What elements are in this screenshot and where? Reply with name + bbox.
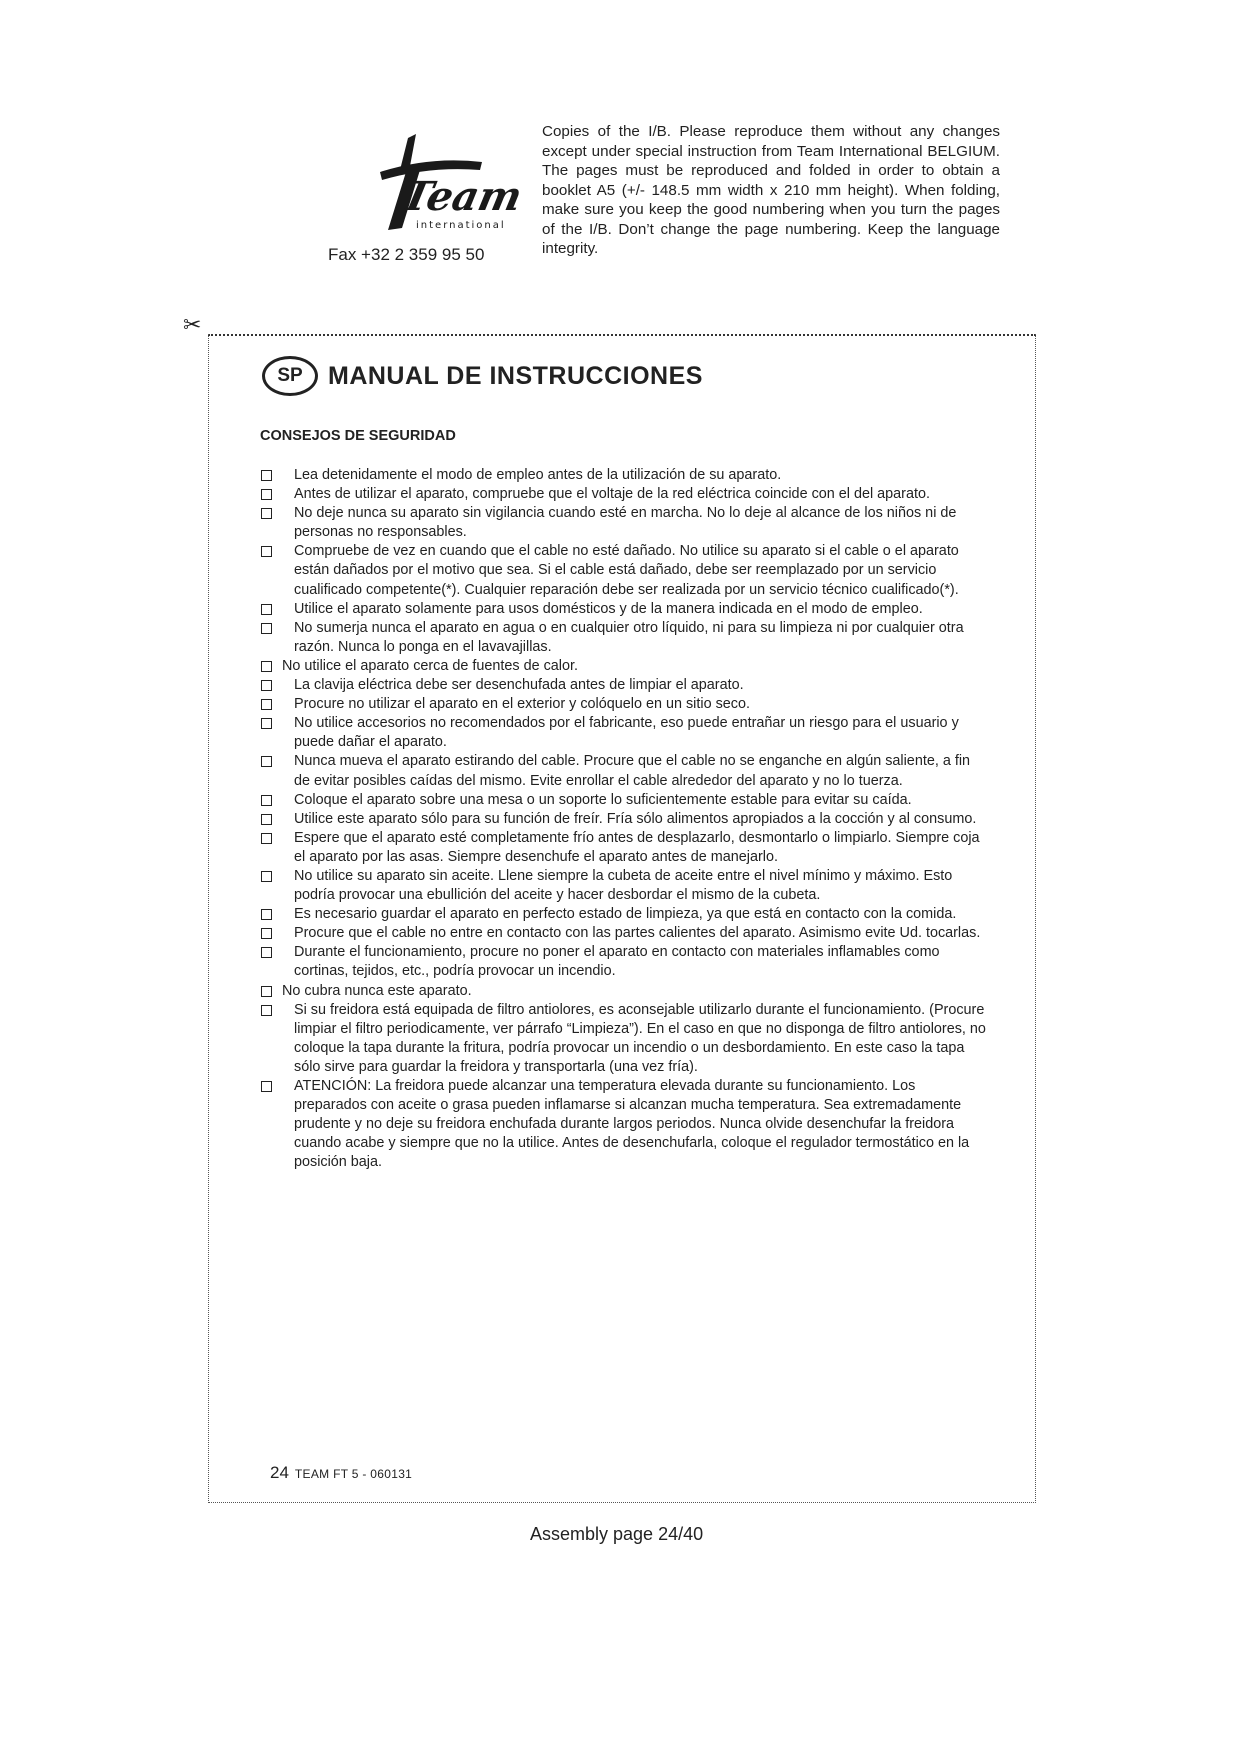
- safety-item-text: Compruebe de vez en cuando que el cable no esté dañado. No utilice su aparato si el cable o el aparato están dañados por el motivo que sea. Si el cable está dañado, debe ser reemplazado por un servicio cualificado competente(*). Cualquier reparación debe ser realizada por un servicio técnico cualificado(*).: [294, 543, 959, 598]
- section-heading: CONSEJOS DE SEGURIDAD: [260, 428, 456, 444]
- checkbox-bullet-icon: [261, 699, 272, 710]
- safety-item: [260, 695, 986, 714]
- safety-item-text: Lea detenidamente el modo de empleo antes de la utilización de su aparato.: [294, 467, 782, 483]
- safety-item-text: No cubra nunca este aparato.: [282, 982, 472, 999]
- safety-item: [260, 504, 986, 542]
- checkbox-bullet-icon: [261, 1081, 272, 1092]
- safety-item: [260, 867, 986, 905]
- checkbox-bullet-icon: [261, 814, 272, 825]
- safety-item: [260, 829, 986, 867]
- checkbox-bullet-icon: [261, 546, 272, 557]
- safety-item-text: Utilice este aparato sólo para su función de freír. Fría sólo alimentos apropiados a la cocción y al consumo.: [294, 810, 977, 827]
- checkbox-bullet-icon: [261, 756, 272, 767]
- manual-title-text: MANUAL DE INSTRUCCIONES: [328, 361, 703, 390]
- reproduction-notice: Copies of the I/B. Please reproduce them without any changes except under special instruction from Team International BELGIUM. The pages must be reproduced and folded in order to obtain a booklet A5 (+/- 148.5 mm width x 210 mm height). When folding, make sure you keep the good numbering when you turn the pages of the I/B. Don’t change the page numbering. Keep the language integrity.: [542, 123, 1000, 257]
- safety-item-text: ATENCIÓN: La freidora puede alcanzar una temperatura elevada durante su funcionamiento. Los preparados con aceite o grasa pueden inflamarse si alcanzan mucha temperatura. Sea extremadamente prudente y no deje su freidora enchufada durante largos periodos. Nunca olvide desenchufar la freidora cuando acabe y siempre que no la utilice. Antes de desenchufarla, coloque el regulador termostático en la posición baja.: [294, 1078, 970, 1171]
- safety-item-text: Es necesario guardar el aparato en perfecto estado de limpieza, ya que está en contacto con la comida.: [294, 906, 957, 923]
- safety-list: [260, 466, 986, 1172]
- logo-wordmark: Team: [397, 172, 527, 220]
- safety-item: [260, 466, 986, 485]
- checkbox-bullet-icon: [261, 604, 272, 615]
- safety-item: [260, 924, 986, 943]
- checkbox-bullet-icon: [261, 928, 272, 939]
- checkbox-bullet-icon: [261, 470, 272, 481]
- safety-item: [260, 600, 986, 619]
- team-logo-graphic: [370, 132, 527, 242]
- safety-item-text: No utilice su aparato sin aceite. Llene siempre la cubeta de aceite entre el nivel mínimo y máximo. Esto podría provocar una ebullición del aceite y hacer desbordar el mismo de la cubeta.: [294, 867, 953, 904]
- safety-item: [260, 982, 986, 1001]
- safety-item-text: No sumerja nunca el aparato en agua o en cualquier otro líquido, ni para su limpieza ni por cualquier otra razón. Nunca lo ponga en el lavavajillas.: [294, 619, 964, 655]
- scissors-icon: ✂: [183, 312, 202, 337]
- safety-item: [260, 542, 986, 599]
- checkbox-bullet-icon: [261, 1005, 272, 1016]
- checkbox-bullet-icon: [261, 508, 272, 519]
- checkbox-bullet-icon: [261, 833, 272, 844]
- safety-item-text: Espere que el aparato esté completamente frío antes de desplazarlo, desmontarlo o limpiarlo. Siempre coja el aparato por las asas. Siempre desenchufe el aparato antes de manejarlo.: [294, 829, 980, 865]
- checkbox-bullet-icon: [261, 718, 272, 729]
- safety-item: [260, 657, 986, 676]
- safety-item-text: Si su freidora está equipada de filtro antiolores, es aconsejable utilizarlo durante el funcionamiento. (Procure limpiar el filtro periodicamente, ver párrafo “Limpieza”). En el caso en que no disponga de filtro antiolores, no coloque la tapa durante la fritura, podría provocar un incendio o un desbordamiento. En este caso la tapa sólo sirve para guardar la freidora y transportarla (una vez fría).: [294, 1001, 986, 1075]
- safety-item: [260, 1077, 986, 1172]
- checkbox-bullet-icon: [261, 871, 272, 882]
- safety-item: [260, 1001, 986, 1077]
- safety-item-text: Nunca mueva el aparato estirando del cable. Procure que el cable no se enganche en algún saliente, a fin de evitar posibles caídas del mismo. Evite enrollar el cable alrededor del aparato y no lo tuerza.: [294, 753, 971, 789]
- team-logo: [370, 132, 527, 242]
- safety-item: [260, 676, 986, 695]
- safety-item: [260, 905, 986, 924]
- safety-item: [260, 485, 986, 504]
- safety-item-text: Utilice el aparato solamente para usos domésticos y de la manera indicada en el modo de empleo.: [294, 600, 923, 617]
- checkbox-bullet-icon: [261, 909, 272, 920]
- safety-item-text: Antes de utilizar el aparato, compruebe que el voltaje de la red eléctrica coincide con el del aparato.: [294, 486, 930, 503]
- safety-item-text: Procure no utilizar el aparato en el exterior y colóquelo en un sitio seco.: [294, 696, 750, 713]
- assembly-page-label: Assembly page 24/40: [530, 1524, 704, 1544]
- safety-item-text: Procure que el cable no entre en contacto con las partes calientes del aparato. Asimismo evite Ud. tocarlas.: [294, 925, 981, 942]
- checkbox-bullet-icon: [261, 623, 272, 634]
- safety-item-text: La clavija eléctrica debe ser desenchufada antes de limpiar el aparato.: [294, 677, 744, 694]
- checkbox-bullet-icon: [261, 680, 272, 691]
- safety-item: [260, 810, 986, 829]
- safety-item: [260, 791, 986, 810]
- language-badge: SP: [262, 356, 318, 396]
- safety-item-text: Coloque el aparato sobre una mesa o un soporte lo suficientemente estable para evitar su caída.: [294, 791, 912, 808]
- checkbox-bullet-icon: [261, 986, 272, 997]
- manual-title: [262, 356, 703, 396]
- logo-subtext: international: [416, 220, 506, 231]
- model-code: TEAM FT 5 - 060131: [294, 1467, 413, 1481]
- checkbox-bullet-icon: [261, 947, 272, 958]
- checkbox-bullet-icon: [261, 489, 272, 500]
- safety-item: [260, 714, 986, 752]
- safety-item-text: Durante el funcionamiento, procure no poner el aparato en contacto con materiales inflamables como cortinas, tejidos, etc., podría provocar un incendio.: [294, 944, 940, 980]
- safety-item-text: No utilice accesorios no recomendados por el fabricante, eso puede entrañar un riesgo para el usuario y puede dañar el aparato.: [294, 715, 959, 751]
- safety-item-text: No deje nunca su aparato sin vigilancia cuando esté en marcha. No lo deje al alcance de los niños ni de personas no responsables.: [294, 505, 957, 541]
- safety-item: [260, 943, 986, 981]
- page-footer: [270, 1463, 412, 1483]
- fax-number: Fax +32 2 359 95 50: [328, 245, 485, 264]
- safety-item: [260, 752, 986, 790]
- safety-item-text: No utilice el aparato cerca de fuentes de calor.: [282, 657, 578, 674]
- safety-item: [260, 619, 986, 657]
- checkbox-bullet-icon: [261, 661, 272, 672]
- page-number: 24: [270, 1463, 289, 1482]
- checkbox-bullet-icon: [261, 795, 272, 806]
